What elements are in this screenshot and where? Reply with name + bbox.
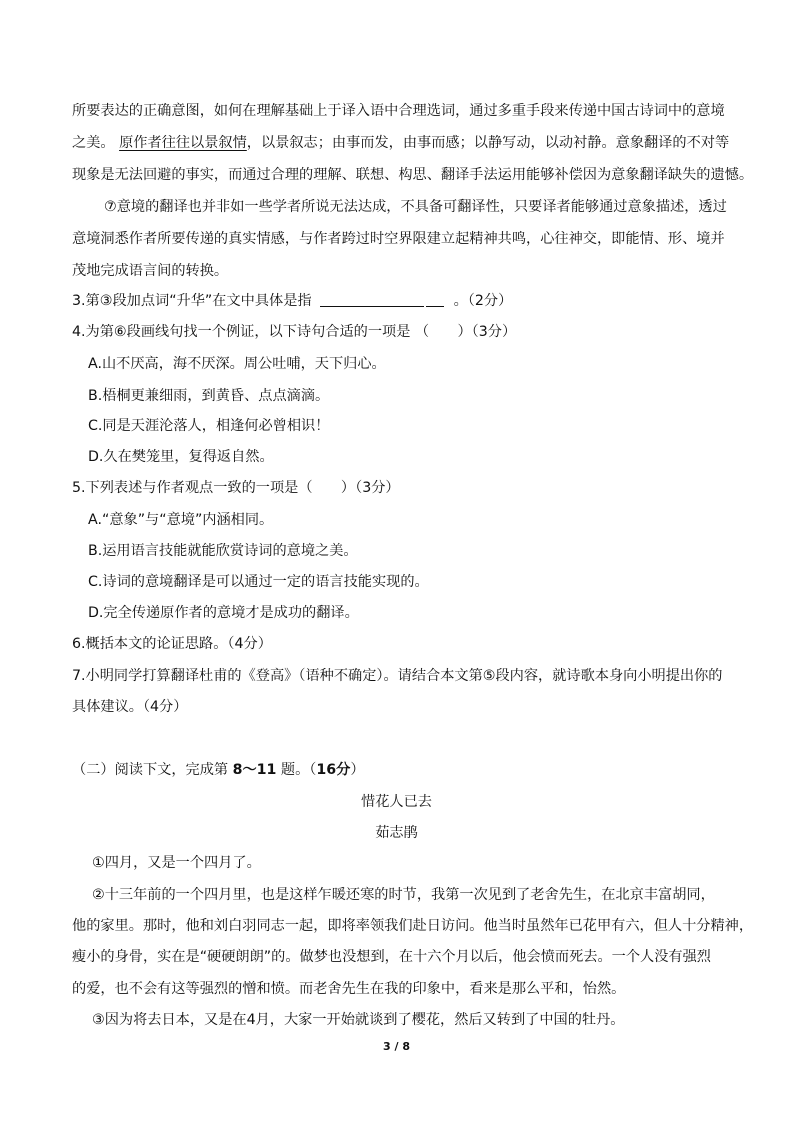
passage-line: 之美。 原作者往往以景叙情，以景叙志；由事而发，由事而感；以静写动，以动衬静。意象翻译的不对等 [72,135,730,151]
option-d: D.久在樊笼里，复得返自然。 [88,449,274,465]
passage-line: ⑦意境的翻译也并非如一些学者所说无法达成，不具备可翻译性，只要译者能够通过意象描述，透过 [104,199,727,215]
passage-line: 现象是无法回避的事实，而通过合理的理解、联想、构思、翻译手法运用能够补偿因为意象翻译缺失的遗憾。 [72,167,754,183]
article-author: 茹志鹃 [375,825,418,841]
option-b: B.运用语言技能就能欣赏诗词的意境之美。 [88,543,358,559]
option-a: A.山不厌高，海不厌深。周公吐哺，天下归心。 [88,356,386,372]
page-number: 3 / 8 [383,1040,410,1053]
option-d: D.完全传递原作者的意境才是成功的翻译。 [88,605,359,621]
option-a: A.“意象”与“意境”内涵相同。 [88,512,274,528]
option-b: B.梧桐更兼细雨，到黄昏、点点滴滴。 [88,388,330,404]
option-c: C.诗词的意境翻译是可以通过一定的语言技能实现的。 [88,574,429,590]
article-line: 瘦小的身骨，实在是“硬硬朗朗”的。做梦也没想到，在十六个月以后，他会愤而死去。一个人没有强烈 [72,949,711,965]
article-line: ③因为将去日本，又是在4月，大家一开始就谈到了樱花，然后又转到了中国的牡丹。 [92,1012,625,1028]
answer-blank[interactable] [320,292,424,307]
question-5: 5.下列表述与作者观点一致的一项是（ ）（3分） [72,480,400,496]
passage-line: 意境洞悉作者所要传递的真实情感，与作者跨过时空界限建立起精神共鸣，心往神交，即能情、形、境并 [72,231,725,247]
article-title: 惜花人已去 [361,794,432,810]
article-line: ①四月，又是一个四月了。 [92,855,261,871]
section-heading: （二）阅读下文，完成第 8～11 题。（16分） [72,762,365,778]
answer-blank-tail [426,292,444,307]
option-c: C.同是天涯沦落人，相逢何必曾相识！ [88,418,330,434]
underlined-sentence: 原作者往往以景叙情 [119,135,247,151]
article-line: 他的家里。那时，他和刘白羽同志一起，即将率领我们赴日访问。他当时虽然年已花甲有六，但人十分精神， [72,918,754,934]
question-7: 7.小明同学打算翻译杜甫的《登高》（语种不确定）。请结合本文第⑤段内容，就诗歌本身向小明提出你的 [72,668,723,684]
article-line: ②十三年前的一个四月里，也是这样乍暖还寒的时节，我第一次见到了老舍先生，在北京丰富胡同， [92,887,715,903]
question-7-cont: 具体建议。（4分） [72,699,188,715]
passage-line: 所要表达的正确意图，如何在理解基础上于译入语中合理选词，通过多重手段来传递中国古诗词中的意境 [72,103,725,119]
passage-line: 茂地完成语言间的转换。 [72,263,229,279]
question-3: 3.第③段加点词“升华”在文中具体是指 。（2分） [72,293,513,309]
question-4: 4.为第⑥段画线句找一个例证，以下诗句合适的一项是 （ ）（3分） [72,324,517,340]
article-line: 的爱，也不会有这等强烈的憎和愤。而老舍先生在我的印象中，看来是那么平和，怡然。 [72,981,626,997]
question-6: 6.概括本文的论证思路。（4分） [72,636,272,652]
